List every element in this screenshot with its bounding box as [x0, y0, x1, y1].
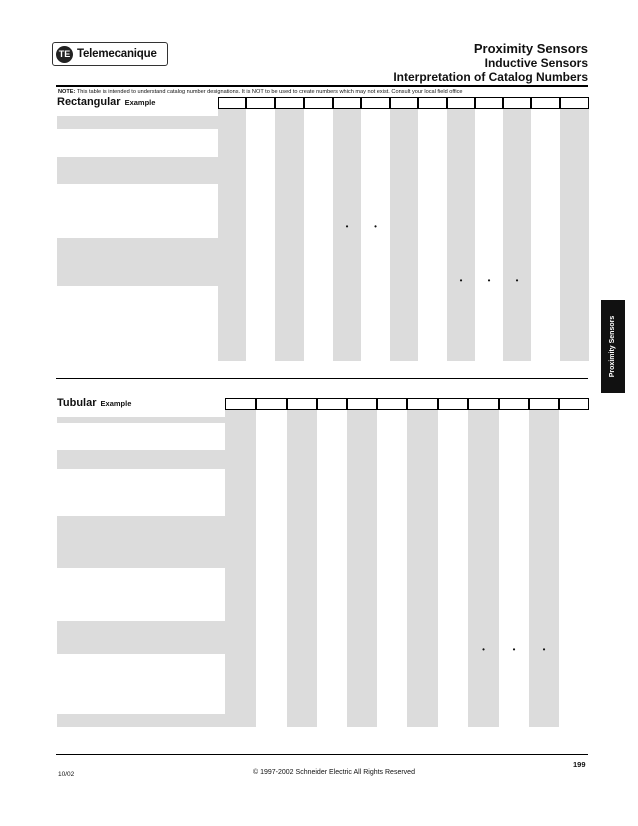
tubular-column-band — [559, 398, 589, 727]
tubular-row-shade — [57, 535, 225, 542]
tubular-row-shade — [57, 648, 225, 655]
tubular-row-shade — [57, 714, 225, 721]
rectangular-column-band — [447, 97, 475, 361]
logo-text: Telemecanique — [77, 48, 157, 60]
tubular-column-band — [407, 398, 438, 727]
tubular-mfg-dot: • — [482, 644, 485, 654]
tubular-row-shade — [57, 720, 225, 727]
tubular-column-band — [225, 398, 256, 727]
rectangular-column-header — [361, 97, 390, 109]
rectangular-row-shade — [57, 279, 218, 286]
rectangular-column-band — [475, 97, 503, 361]
tubular-column-header — [529, 398, 559, 410]
tubular-row-shade — [57, 621, 225, 628]
rectangular-mfg-dot: • — [345, 221, 349, 231]
tubular-title — [57, 397, 131, 409]
rectangular-column-header — [503, 97, 531, 109]
tubular-column-band — [529, 398, 559, 727]
tubular-row-shade — [57, 529, 225, 536]
side-tab-label: Proximity Sensors — [609, 315, 617, 378]
tubular-column-header — [407, 398, 438, 410]
tubular-mfg-dot: • — [542, 644, 546, 654]
tubular-row-shade — [57, 522, 225, 529]
tubular-row-shade — [57, 516, 225, 523]
rectangular-title — [57, 96, 155, 108]
rectangular-mfg-dot: • — [487, 276, 491, 285]
tubular-column-header — [287, 398, 317, 410]
rectangular-mfg-dot: • — [459, 276, 463, 285]
rectangular-column-band — [390, 97, 418, 361]
rectangular-column-band — [503, 97, 531, 361]
tubular-column-band — [256, 398, 287, 727]
tubular-column-header — [225, 398, 256, 410]
tubular-column-header — [347, 398, 377, 410]
tubular-column-band — [287, 398, 317, 727]
tubular-column-band — [499, 398, 529, 727]
tubular-row-shade — [57, 634, 225, 641]
tubular-column-band — [347, 398, 377, 727]
tubular-column-band — [468, 398, 499, 727]
tubular-row-shade — [57, 641, 225, 648]
tubular-column-header — [438, 398, 468, 410]
tubular-column-header — [317, 398, 347, 410]
rectangular-column-header — [475, 97, 503, 109]
rectangular-column-header — [560, 97, 589, 109]
tubular-title-text: Tubular — [57, 397, 97, 409]
rectangular-column-header — [246, 97, 275, 109]
rectangular-row-shade — [57, 163, 218, 170]
page-number: 199 — [573, 760, 586, 769]
footer-copyright: © 1997-2002 Schneider Electric All Rights Reserved — [253, 769, 415, 776]
rectangular-column-header — [333, 97, 361, 109]
tubular-column-header — [559, 398, 589, 410]
rectangular-column-band — [531, 97, 560, 361]
rectangular-title-suffix: Example — [124, 98, 156, 107]
tubular-column-header — [499, 398, 529, 410]
tubular-row-shade — [57, 628, 225, 635]
tubular-column-band — [377, 398, 407, 727]
rectangular-column-band — [275, 97, 304, 361]
rectangular-row-shade — [57, 245, 218, 252]
section-divider — [56, 378, 588, 379]
rectangular-row-shade — [57, 157, 218, 164]
rectangular-column-header — [275, 97, 304, 109]
rectangular-column-header — [218, 97, 246, 109]
rectangular-row-shade — [57, 238, 218, 245]
tubular-column-header — [377, 398, 407, 410]
logo-mark-icon: TE — [56, 46, 73, 63]
note-label: NOTE: — [58, 89, 76, 95]
rectangular-column-band — [304, 97, 333, 361]
tubular-row-shade — [57, 456, 225, 463]
rectangular-column-header — [447, 97, 475, 109]
page-title: Proximity Sensors — [473, 41, 588, 56]
rectangular-column-band — [560, 97, 589, 361]
rectangular-column-band — [418, 97, 447, 361]
rectangular-row-shade — [57, 272, 218, 279]
note-text: This table is intended to understand catalog number designations. It is NOT to be used to create numbers which may not exist. Consult your local field office — [75, 89, 463, 95]
rectangular-row-shade — [57, 252, 218, 259]
rectangular-row-shade — [57, 170, 218, 177]
tubular-column-band — [438, 398, 468, 727]
tubular-row-shade — [57, 417, 225, 424]
rectangular-column-band — [246, 97, 275, 361]
rectangular-column-header — [390, 97, 418, 109]
tubular-mfg-dot: • — [512, 644, 516, 654]
footer-date: 10/02 — [58, 771, 75, 778]
page-subtitle-2: Interpretation of Catalog Numbers — [393, 70, 588, 84]
rectangular-mfg-dot: • — [374, 221, 377, 231]
rectangular-column-header — [418, 97, 447, 109]
tubular-row-shade — [57, 542, 225, 549]
rectangular-row-shade — [57, 265, 218, 272]
rectangular-mfg-dot: • — [515, 276, 519, 285]
tubular-row-shade — [57, 549, 225, 556]
tubular-row-shade — [57, 555, 225, 562]
rectangular-row-shade — [57, 123, 218, 130]
rectangular-row-shade — [57, 116, 218, 123]
rectangular-row-shade — [57, 259, 218, 266]
tubular-row-shade — [57, 562, 225, 569]
rectangular-row-shade — [57, 177, 218, 184]
footer-rule — [56, 754, 588, 755]
tubular-title-suffix: Example — [100, 399, 132, 408]
rectangular-title-text: Rectangular — [57, 96, 121, 108]
rectangular-column-header — [531, 97, 560, 109]
page-subtitle: Inductive Sensors — [484, 56, 588, 70]
tubular-row-shade — [57, 450, 225, 457]
tubular-column-header — [256, 398, 287, 410]
rectangular-column-header — [304, 97, 333, 109]
rectangular-column-band — [218, 97, 246, 361]
tubular-column-band — [317, 398, 347, 727]
tubular-column-header — [468, 398, 499, 410]
tubular-row-shade — [57, 463, 225, 470]
